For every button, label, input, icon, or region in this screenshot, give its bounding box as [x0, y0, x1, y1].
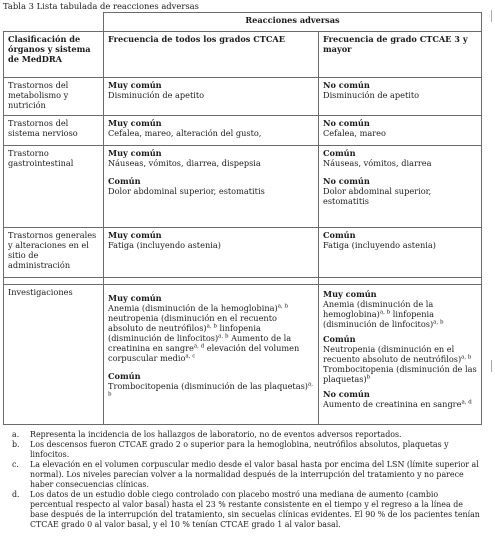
- footnote-text: Los descensos fueron CTCAE grado 2 o superior para la hemoglobina, neutrófilos absolutos, plaquetas y linfocitos.: [30, 440, 449, 459]
- frequency-label: No común: [323, 118, 370, 128]
- reaction-text: Cefalea, mareo: [323, 128, 386, 138]
- footnote-letter: a.: [12, 430, 20, 439]
- frequency-label: Muy común: [108, 148, 162, 158]
- footnote-text: Representa la incidencia de los hallazgos de laboratorio, no de eventos adversos reportados.: [30, 430, 402, 439]
- reaction-text: [323, 299, 477, 329]
- adverse-reactions-table: [3, 12, 482, 425]
- footnote-ref: a, d: [193, 343, 205, 350]
- all-grades-cell: [104, 146, 319, 228]
- page-edge-marker: [488, 360, 492, 372]
- footnote-item: [12, 460, 480, 490]
- frequency-label: No común: [323, 176, 370, 186]
- footnote-letter: c.: [12, 460, 19, 469]
- soc-cell: Trastornos del sistema nervioso: [4, 116, 104, 146]
- all-grades-cell: [104, 116, 319, 146]
- reaction-text: Disminución de apetito: [108, 90, 205, 100]
- footnote-ref: a, b: [206, 323, 217, 330]
- grade3-cell: [319, 146, 482, 228]
- reaction-anemia: Anemia (disminución de la hemoglobina): [323, 299, 434, 319]
- reaction-neutropenia: neutropenia (disminución en el recuento absoluto de neutrófilos): [108, 313, 277, 333]
- frequency-label: Muy común: [108, 118, 162, 128]
- reaction-text: Náuseas, vómitos, diarrea: [323, 158, 432, 168]
- frequency-label: Común: [323, 334, 356, 344]
- frequency-label: Muy común: [323, 289, 377, 299]
- footnote-ref: a, b: [277, 303, 288, 310]
- reaction-text: [323, 344, 477, 384]
- frequency-label: No común: [323, 80, 370, 90]
- reaction-vcm: elevación del volumen corpuscular medio: [108, 343, 300, 363]
- header-empty-cell: [4, 13, 104, 32]
- footnote-ref: a, b: [461, 354, 472, 361]
- frequency-label: Muy común: [108, 230, 162, 240]
- table-row: [4, 228, 482, 278]
- footnote-ref: a, b: [433, 319, 444, 326]
- reaction-linfopenia: linfopenia (disminución de linfocitos): [323, 309, 435, 329]
- reaction-text: Cefalea, mareo, alteración del gusto,: [108, 128, 262, 138]
- grade3-cell: [319, 228, 482, 278]
- soc-cell: Trastornos generales y alteraciones en el sitio de administración: [4, 228, 104, 278]
- footnote-item: [12, 490, 480, 530]
- footnote-ref: a, b: [218, 333, 229, 340]
- header-group-title: Reacciones adversas: [104, 13, 482, 32]
- all-grades-cell: [104, 285, 319, 425]
- soc-cell: Trastorno gastrointestinal: [4, 146, 104, 228]
- header-soc: Clasificación de órganos y sistema de MedDRA: [4, 32, 104, 78]
- reaction-text: Fatiga (incluyendo astenia): [323, 240, 436, 250]
- footnote-ref: a, b: [379, 309, 391, 316]
- footnote-letter: d.: [12, 490, 20, 499]
- reaction-creatinine: Aumento de creatinina en sangre: [323, 399, 462, 409]
- footnote-ref: a, c: [185, 353, 196, 360]
- reaction-text: [323, 399, 477, 409]
- footnote-ref: a, b: [108, 381, 314, 398]
- table-header-row-group: [4, 13, 482, 32]
- footnote-item: [12, 440, 480, 460]
- header-all-grades: Frecuencia de todos los grados CTCAE: [104, 32, 319, 78]
- header-grade3: Frecuencia de grado CTCAE 3 y mayor: [319, 32, 482, 78]
- grade3-cell: [319, 116, 482, 146]
- reaction-text: Dolor abdominal superior, estomatitis: [323, 186, 432, 206]
- reaction-thrombocytopenia: Trombocitopenia (disminución de las plaquetas): [323, 364, 477, 384]
- frequency-label: Muy común: [108, 293, 162, 303]
- table-caption: Tabla 3 Lista tabulada de reacciones adversas: [3, 1, 199, 11]
- footnote-item: [12, 430, 480, 440]
- frequency-label: No común: [323, 389, 370, 399]
- frequency-label: Común: [108, 371, 141, 381]
- reaction-text: Disminución de apetito: [323, 90, 420, 100]
- footnotes-list: [12, 430, 480, 530]
- footnote-ref: a, d: [461, 399, 472, 406]
- soc-cell: Investigaciones: [4, 285, 104, 425]
- table-row: [4, 285, 482, 425]
- table-row: [4, 116, 482, 146]
- page-edge-marker: [488, 10, 492, 22]
- all-grades-cell: [104, 78, 319, 116]
- reaction-anemia: Anemia (disminución de la hemoglobina): [108, 303, 278, 313]
- grade3-cell: [319, 78, 482, 116]
- reaction-neutropenia: Neutropenia (disminución en el recuento absoluto de neutrófilos): [323, 344, 462, 364]
- reaction-linfopenia: linfopenia (disminución de linfocitos): [108, 323, 261, 343]
- footnote-text: La elevación en el volumen corpuscular medio desde el valor basal hasta por encima del LSN (límite superior al normal). Los niveles parecían volver a la normalidad después de la interrupción del tratamiento y no parece haber consecuencias clínicas.: [30, 460, 479, 489]
- table-row: [4, 78, 482, 116]
- reaction-thrombocytopenia: Trombocitopenia (disminución de las plaquetas): [108, 381, 308, 391]
- table-header-row: [4, 32, 482, 78]
- frequency-label: Común: [108, 176, 141, 186]
- footnote-text: Los datos de un estudio doble ciego controlado con placebo mostró una mediana de aumento (cambio percentual respecto al valor basal) hasta el 23 % restante consistente en el tiempo y el regreso a la línea de base después de la interrupción del tratamiento, sin secuelas clínicas evidentes. El 90 % de los pacientes tenían CTCAE grado 0 al valor basal, y el 10 % tenían CTCAE grado 1 al valor basal.: [30, 490, 480, 529]
- frequency-label: Muy común: [108, 80, 162, 90]
- reaction-text: Fatiga (incluyendo astenia): [108, 240, 221, 250]
- reaction-creatinine: Aumento de la creatinina en sangre: [108, 333, 292, 353]
- reaction-text: [108, 381, 314, 401]
- footnote-ref: b: [366, 374, 371, 381]
- reaction-text: Dolor abdominal superior, estomatitis: [108, 186, 265, 196]
- reaction-text: [108, 303, 314, 363]
- reaction-text: Náuseas, vómitos, diarrea, dispepsia: [108, 158, 261, 168]
- frequency-label: Común: [323, 230, 356, 240]
- soc-cell: Trastornos del metabolismo y nutrición: [4, 78, 104, 116]
- table-row: [4, 146, 482, 228]
- footnote-letter: b.: [12, 440, 20, 449]
- grade3-cell: [319, 285, 482, 425]
- all-grades-cell: [104, 228, 319, 278]
- frequency-label: Común: [323, 148, 356, 158]
